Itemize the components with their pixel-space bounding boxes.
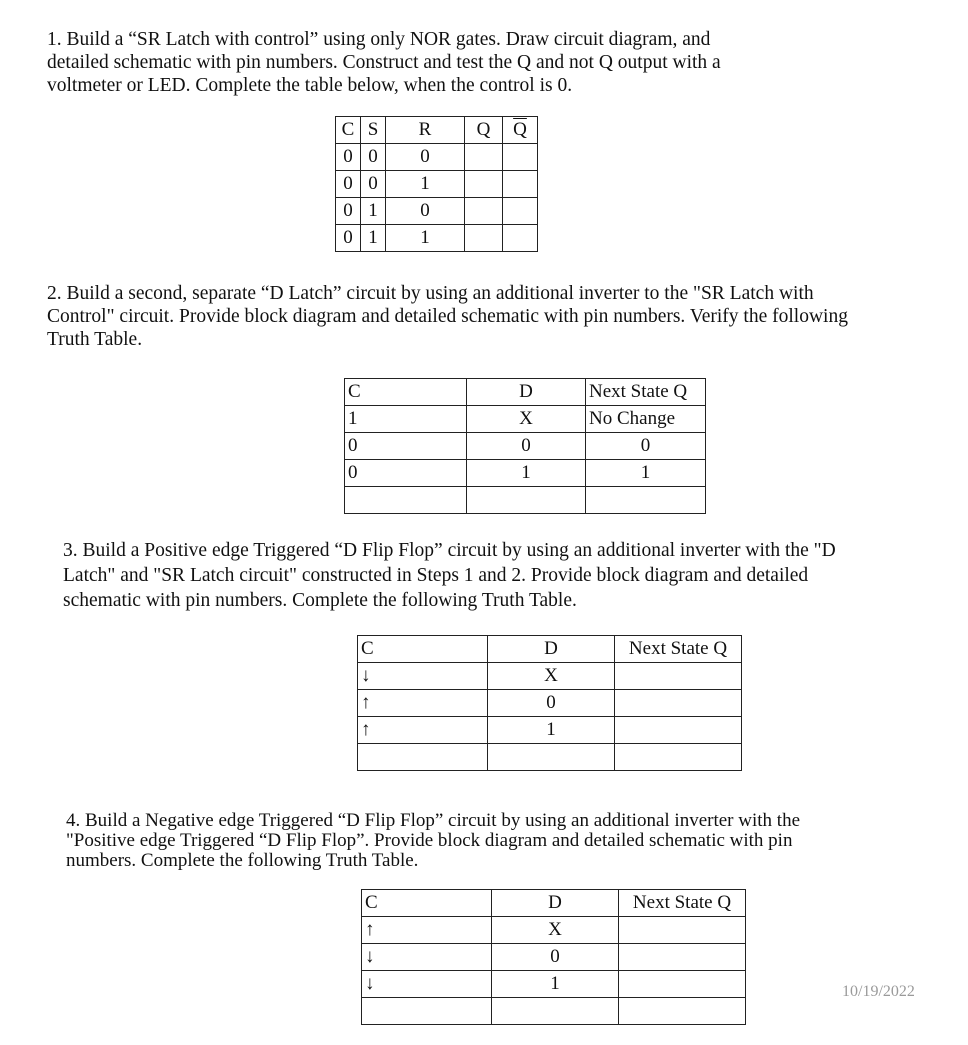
table-row: [358, 690, 742, 717]
table-cell: ↓: [362, 971, 492, 998]
table-cell: [465, 171, 503, 198]
table-cell: [503, 144, 538, 171]
negative-edge-d-flip-flop-table: [361, 889, 746, 1025]
table-header-row: [336, 117, 538, 144]
text-line: detailed schematic with pin numbers. Construct and test the Q and not Q output with a: [47, 52, 721, 73]
table-cell: 1: [386, 225, 465, 252]
header-cell: Next State Q: [586, 379, 706, 406]
positive-edge-d-flip-flop-table: [357, 635, 742, 771]
table-cell: [503, 225, 538, 252]
table-cell: 1: [345, 406, 467, 433]
table-cell: 1: [586, 460, 706, 487]
table-cell: [619, 998, 746, 1025]
table-cell: [615, 663, 742, 690]
text-line: Latch" and "SR Latch circuit" constructed in Steps 1 and 2. Provide block diagram and detailed: [63, 565, 809, 586]
header-cell: Next State Q: [615, 636, 742, 663]
table-cell: [488, 744, 615, 771]
text-line: schematic with pin numbers. Complete the following Truth Table.: [63, 590, 577, 611]
table-cell: ↑: [358, 717, 488, 744]
table-cell: 1: [467, 460, 586, 487]
table-cell: [362, 998, 492, 1025]
question-3-text: [63, 538, 836, 613]
table-cell: 0: [345, 460, 467, 487]
table-cell: 0: [336, 144, 361, 171]
table-cell: 1: [386, 171, 465, 198]
header-cell: C: [358, 636, 488, 663]
table-cell: 0: [336, 198, 361, 225]
table-row: [362, 917, 746, 944]
table-cell: No Change: [586, 406, 706, 433]
table-cell: 1: [492, 971, 619, 998]
table-row: [345, 406, 706, 433]
table-cell: [492, 998, 619, 1025]
table-cell: ↓: [358, 663, 488, 690]
text-line: Control" circuit. Provide block diagram and detailed schematic with pin numbers. Verify the following: [47, 306, 848, 327]
table-cell: X: [488, 663, 615, 690]
table-row: [358, 744, 742, 771]
table-row: [336, 198, 538, 225]
table-cell: 0: [467, 433, 586, 460]
table-cell: 1: [361, 225, 386, 252]
table-row: [358, 663, 742, 690]
text-line: "Positive edge Triggered “D Flip Flop”. Provide block diagram and detailed schematic with pin: [66, 830, 793, 851]
header-cell-q-bar: $\overline{Q}$: [503, 117, 538, 144]
table-cell: [467, 487, 586, 514]
header-cell: C: [336, 117, 361, 144]
table-header-row: [362, 890, 746, 917]
table-cell: X: [492, 917, 619, 944]
table-cell: [619, 917, 746, 944]
table-cell: 0: [386, 144, 465, 171]
table-cell: 1: [488, 717, 615, 744]
table-cell: [503, 171, 538, 198]
header-cell: D: [492, 890, 619, 917]
text-line: numbers. Complete the following Truth Table.: [66, 850, 419, 871]
table-cell: [619, 971, 746, 998]
page-date: 10/19/2022: [842, 983, 915, 1000]
table-row: [362, 971, 746, 998]
header-cell: D: [467, 379, 586, 406]
table-cell: 0: [336, 171, 361, 198]
table-cell: [619, 944, 746, 971]
header-cell: Q: [465, 117, 503, 144]
text-line: 4. Build a Negative edge Triggered “D Flip Flop” circuit by using an additional inverter with the: [66, 810, 800, 831]
table-header-row: [358, 636, 742, 663]
table-header-row: [345, 379, 706, 406]
header-cell: S: [361, 117, 386, 144]
header-cell: C: [362, 890, 492, 917]
table-cell: [465, 225, 503, 252]
table-row: [345, 487, 706, 514]
table-row: [345, 460, 706, 487]
table-row: [336, 171, 538, 198]
table-cell: 0: [386, 198, 465, 225]
table-cell: [586, 487, 706, 514]
text-line: 2. Build a second, separate “D Latch” circuit by using an additional inverter to the "SR Latch with: [47, 283, 814, 304]
header-cell: D: [488, 636, 615, 663]
table-cell: 0: [336, 225, 361, 252]
text-line: 1. Build a “SR Latch with control” using only NOR gates. Draw circuit diagram, and: [47, 29, 711, 50]
sr-latch-truth-table: [335, 116, 538, 252]
table-row: [362, 998, 746, 1025]
table-cell: [465, 144, 503, 171]
table-cell: 1: [361, 198, 386, 225]
table-row: [362, 944, 746, 971]
table-row: [336, 225, 538, 252]
header-cell: C: [345, 379, 467, 406]
question-2-text: [47, 282, 848, 351]
table-cell: ↓: [362, 944, 492, 971]
table-cell: [358, 744, 488, 771]
d-latch-truth-table: [344, 378, 706, 514]
text-line: 3. Build a Positive edge Triggered “D Flip Flop” circuit by using an additional inverter with the "D: [63, 540, 836, 561]
table-cell: ↑: [358, 690, 488, 717]
header-cell: Next State Q: [619, 890, 746, 917]
table-cell: 0: [488, 690, 615, 717]
table-cell: [615, 690, 742, 717]
table-row: [358, 717, 742, 744]
text-line: voltmeter or LED. Complete the table below, when the control is 0.: [47, 75, 573, 96]
question-1-text: [47, 28, 721, 97]
table-cell: ↑: [362, 917, 492, 944]
table-cell: X: [467, 406, 586, 433]
table-cell: [615, 744, 742, 771]
text-line: Truth Table.: [47, 329, 143, 350]
table-cell: [345, 487, 467, 514]
question-4-text: [66, 811, 800, 871]
table-cell: [465, 198, 503, 225]
table-cell: 0: [361, 171, 386, 198]
table-cell: [615, 717, 742, 744]
table-cell: 0: [345, 433, 467, 460]
table-row: [336, 144, 538, 171]
table-cell: 0: [361, 144, 386, 171]
header-cell: R: [386, 117, 465, 144]
table-cell: 0: [492, 944, 619, 971]
table-cell: [503, 198, 538, 225]
table-cell: 0: [586, 433, 706, 460]
table-row: [345, 433, 706, 460]
